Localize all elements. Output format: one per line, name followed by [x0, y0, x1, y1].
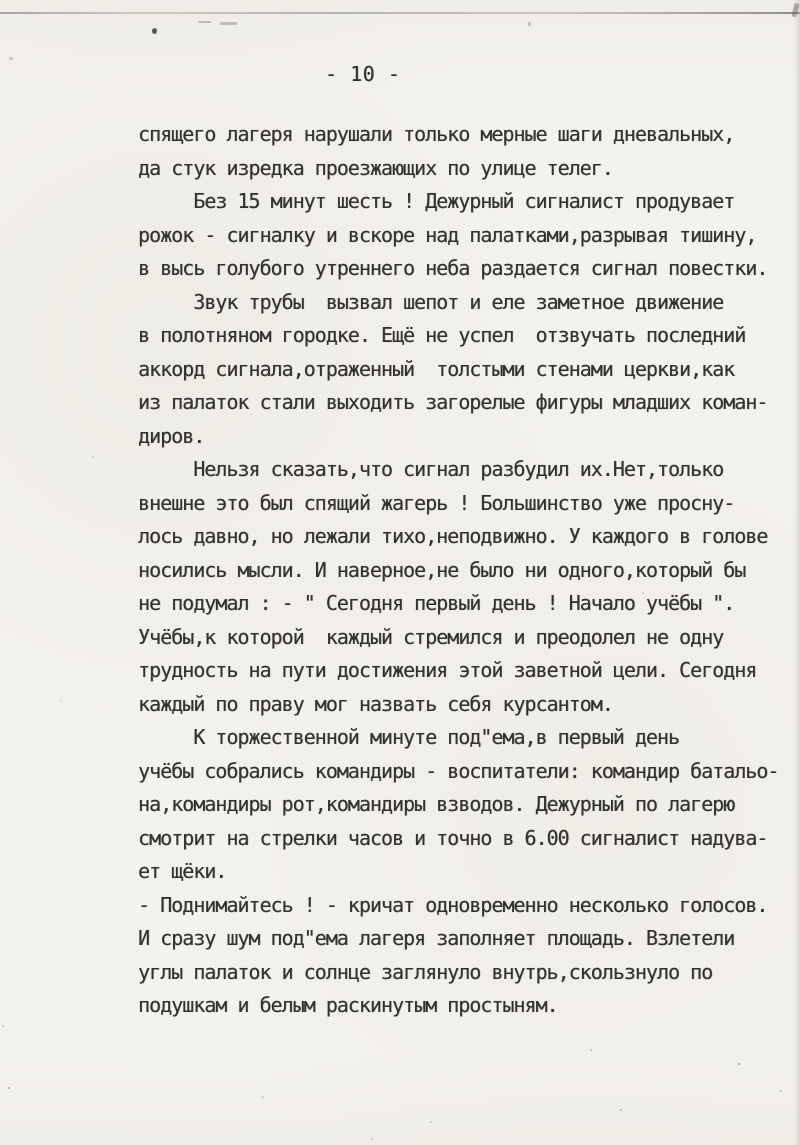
text-line: да стук изредка проезжающих по улице телег.	[138, 155, 613, 180]
text-line: подушкам и белым раскинутым простыням.	[138, 993, 558, 1017]
text-line: И сразу шум под"ема лагеря заполняет площадь. Взлетели	[138, 926, 735, 950]
text-line: из палаток стали выходить загорелые фигуры младших коман-	[138, 390, 768, 414]
scan-line-artifact	[0, 12, 800, 14]
text-line: К торжественной минуте под"ема,в первый день	[138, 725, 680, 749]
text-line: не подумал : - " Сегодня первый день ! Начало учёбы ".	[138, 591, 735, 615]
scan-edge-mark	[791, 3, 799, 18]
text-line: в высь голубого утреннего неба раздается сигнал повестки.	[138, 256, 768, 280]
scan-speck	[9, 57, 13, 60]
text-line: Звук трубы вызвал шепот и еле заметное движение	[138, 289, 724, 314]
text-line: аккорд сигнала,отраженный толстыми стенами церкви,как	[138, 356, 735, 381]
text-line: носились мысли. И наверное,не было ни одного,который бы	[138, 557, 746, 582]
text-line: на,командиры рот,командиры взводов. Дежурный по лагерю	[138, 792, 735, 816]
text-body	[138, 118, 788, 1023]
text-line: углы палаток и солнце заглянуло внутрь,скользнуло по	[138, 959, 713, 984]
text-line: Учёбы,к которой каждый стремился и преодолел не одну	[138, 624, 724, 649]
text-line: смотрит на стрелки часов и точно в 6.00 сигналист надува-	[138, 825, 768, 850]
scan-speck	[220, 22, 237, 25]
text-line: Без 15 минут шесть ! Дежурный сигналист продувает	[138, 189, 735, 213]
scan-speck	[198, 21, 211, 23]
scan-speck	[528, 22, 531, 26]
text-line: диров.	[138, 423, 205, 448]
text-line: рожок - сигналку и вскоре над палатками,разрывая тишину,	[138, 222, 757, 247]
text-line: каждый по праву мог назвать себя курсантом.	[138, 691, 613, 716]
text-line: - Поднимайтесь ! - кричат одновременно несколько голосов.	[138, 892, 768, 917]
text-line: в полотняном городке. Ещё не успел отзвучать последний	[138, 323, 746, 347]
page-number: - 10 -	[325, 62, 401, 86]
paper-noise	[0, 0, 2, 2]
text-line: учёбы собрались командиры - воспитатели: командир батальо-	[138, 758, 779, 783]
text-line: спящего лагеря нарушали только мерные шаги дневальных,	[138, 122, 735, 146]
text-line: трудность на пути достижения этой заветной цели. Сегодня	[138, 658, 757, 682]
text-line: ет щёки.	[138, 859, 227, 883]
text-line: внешне это был спящий жагерь ! Большинство уже просну-	[138, 490, 735, 515]
text-line: Нельзя сказать,что сигнал разбудил их.Нет,только	[138, 457, 724, 481]
scan-speck	[152, 28, 157, 34]
text-line: лось давно, но лежали тихо,неподвижно. У каждого в голове	[138, 524, 768, 548]
